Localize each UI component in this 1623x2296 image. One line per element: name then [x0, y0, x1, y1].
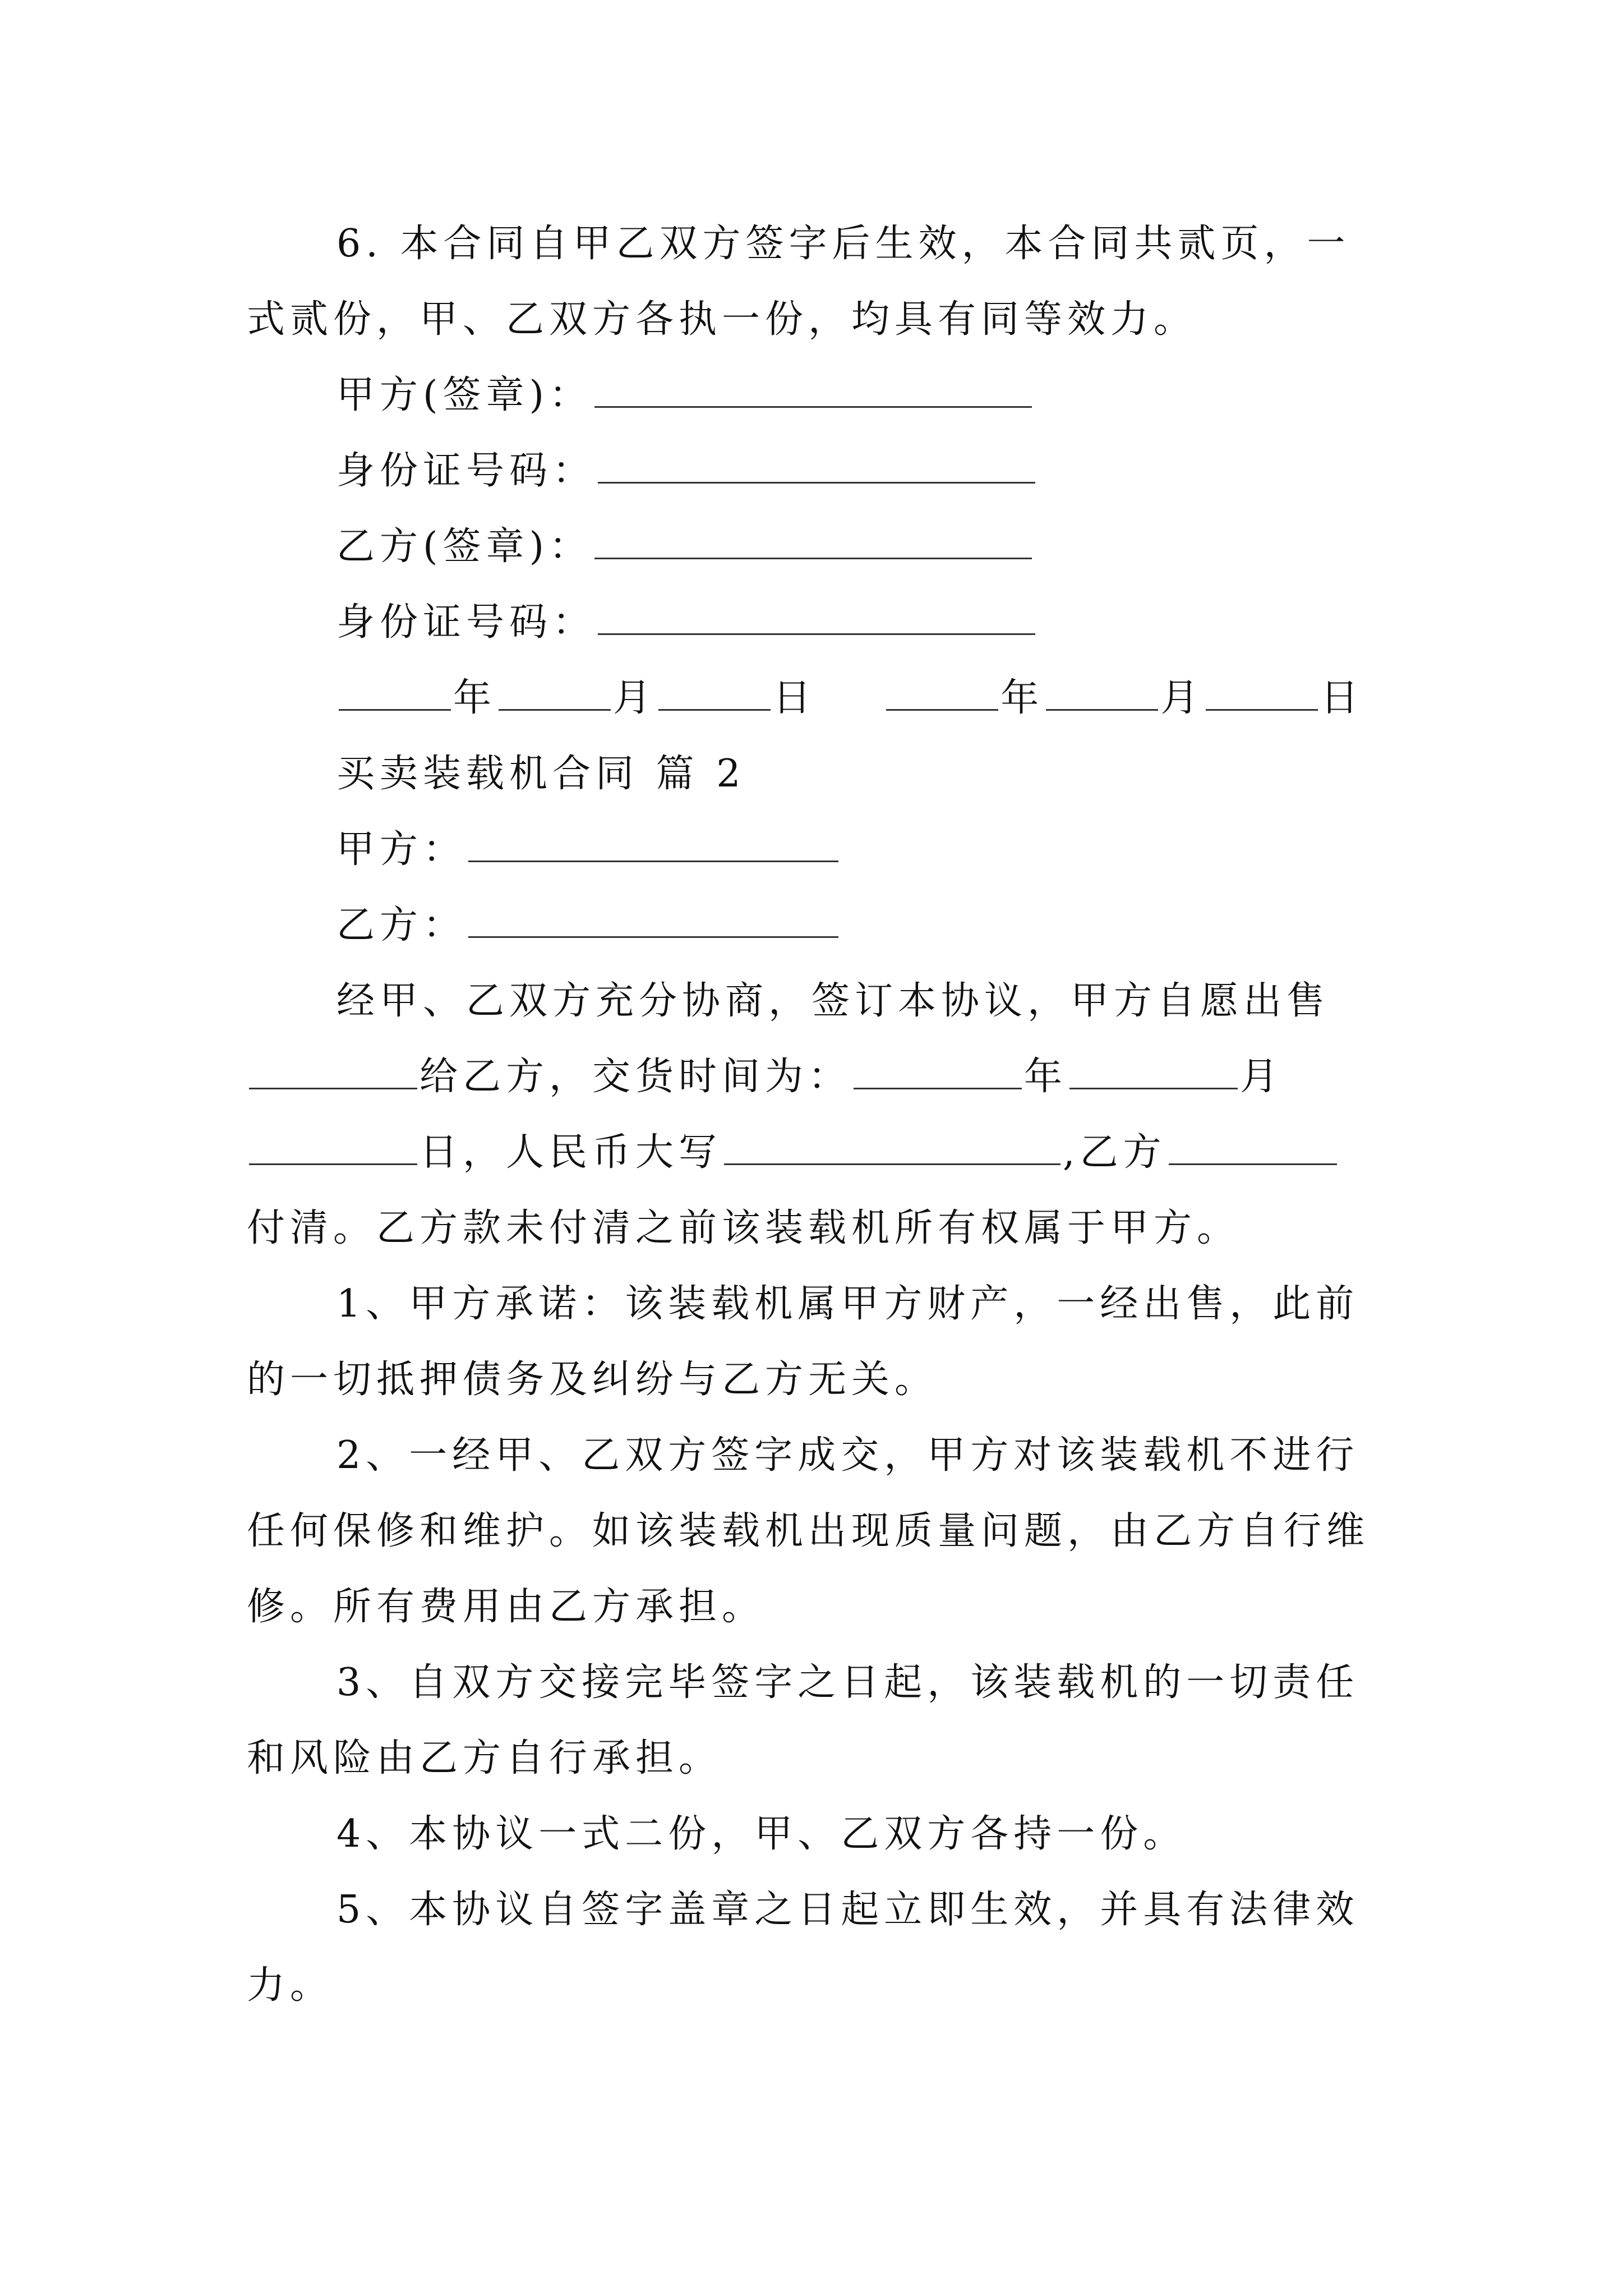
section-2-party-b-label: 乙方：: [336, 903, 467, 947]
section-2-party-b-blank: [468, 901, 838, 938]
intro-line-4: 付清。乙方款未付清之前该装载机所有权属于甲方。: [247, 1206, 1241, 1250]
clause-2-line-1: 2、一经甲、乙双方签字成交，甲方对该装载机不进行: [336, 1433, 1359, 1478]
id-number-b: [336, 595, 1038, 651]
intro-blank-year: [854, 1053, 1022, 1089]
signature-party-a-blank: [594, 371, 1032, 408]
date-blank-month-1: [499, 674, 611, 711]
date-year-2: 年: [1000, 676, 1044, 720]
id-number-b-blank: [598, 599, 1035, 635]
clause-1-line-2: 的一切抵押债务及纠纷与乙方无关。: [247, 1358, 938, 1402]
section-2-party-a: [336, 822, 841, 878]
section-2-party-b: [336, 898, 841, 954]
clause-2-line-3: 修。所有费用由乙方承担。: [247, 1585, 766, 1629]
signature-party-a: [336, 367, 1034, 424]
clause-3-line-2: 和风险由乙方自行承担。: [247, 1736, 722, 1780]
signature-party-a-label: 甲方(签章)：: [336, 373, 593, 417]
date-year-1: 年: [453, 676, 497, 720]
intro-year: 年: [1024, 1055, 1068, 1099]
clause-1-line-1: 1、甲方承诺：该装载机属甲方财产，一经出售，此前: [336, 1282, 1359, 1326]
intro-month: 月: [1240, 1055, 1284, 1099]
intro-blank-payment: [1169, 1129, 1337, 1165]
intro-blank-amount: [724, 1129, 1061, 1165]
intro-line-3-text: 日，人民币大写: [419, 1130, 722, 1175]
section-2-party-a-label: 甲方：: [336, 827, 467, 872]
id-number-a: [336, 443, 1038, 499]
signature-party-b: [336, 519, 1034, 575]
clause-2-line-2: 任何保修和维护。如该装载机出现质量问题，由乙方自行维: [247, 1509, 1370, 1553]
date-day-2: 日: [1320, 676, 1364, 720]
date-blank-year-2: [886, 674, 998, 711]
id-number-a-label: 身份证号码：: [336, 449, 596, 493]
date-month-1: 月: [613, 676, 657, 720]
clause-3-line-1: 3、自双方交接完毕签字之日起，该装载机的一切责任: [336, 1660, 1359, 1705]
intro-blank-month: [1069, 1053, 1238, 1089]
date-day-1: 日: [773, 676, 817, 720]
date-blank-day-1: [658, 674, 771, 711]
section-2-party-a-blank: [468, 826, 838, 862]
intro-line-1: 经甲、乙双方充分协商，签订本协议，甲方自愿出售: [336, 979, 1330, 1023]
clause-5-line-1: 5、本协议自签字盖章之日起立即生效，并具有法律效: [336, 1888, 1359, 1932]
clause-5-line-2: 力。: [247, 1963, 334, 2008]
date-blank-year-1: [339, 674, 451, 711]
clause-6-line-1: 6. 本合同自甲乙双方签字后生效，本合同共贰页，一: [336, 222, 1350, 266]
clause-6-line-2: 式贰份，甲、乙双方各执一份，均具有同等效力。: [247, 297, 1197, 342]
intro-line-3-party: ,乙方: [1063, 1130, 1166, 1175]
date-month-2: 月: [1160, 676, 1204, 720]
section-2-title: 买卖装载机合同 篇 2: [336, 752, 746, 796]
signature-party-b-blank: [594, 523, 1032, 559]
signature-party-b-label: 乙方(签章)：: [336, 524, 593, 569]
id-number-b-label: 身份证号码：: [336, 600, 596, 645]
intro-line-3: [247, 1125, 1339, 1181]
clause-4-line-1: 4、本协议一式二份，甲、乙双方各持一份。: [336, 1812, 1187, 1856]
intro-blank-item: [249, 1053, 417, 1089]
intro-blank-day: [249, 1129, 417, 1165]
date-blank-month-2: [1046, 674, 1158, 711]
date-blank-day-2: [1206, 674, 1318, 711]
intro-line-2-text: 给乙方，交货时间为：: [419, 1055, 852, 1099]
intro-line-2: [247, 1049, 1283, 1105]
date-row: [336, 670, 1363, 726]
id-number-a-blank: [598, 447, 1035, 484]
